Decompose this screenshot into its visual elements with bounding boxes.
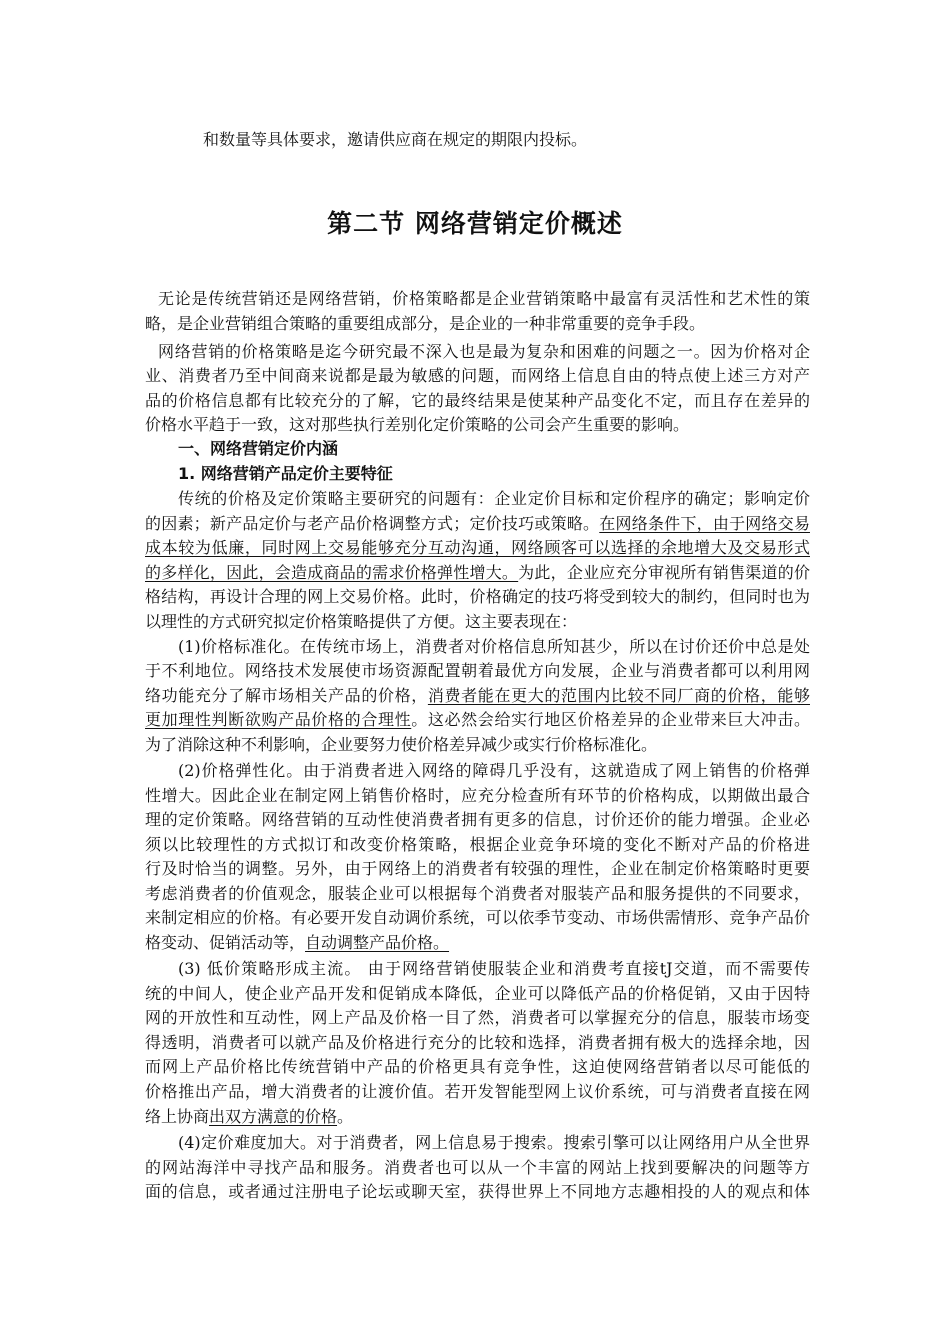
- para3-line: 的因素；新产品定价与老产品价格调整方式；定价技巧或策略。在网络条件下，由于网络交易: [145, 514, 810, 533]
- item3-line: 价格推出产品，增大消费者的让渡价值。若开发智能型网上议价系统，可与消费者直接在网: [145, 1082, 810, 1101]
- heading-level1: 一、网络营销定价内涵: [178, 439, 339, 458]
- item3-line: 网的开放性和互动性，网上产品及价格一目了然，消费者可以掌握充分的信息，服装市场变: [145, 1008, 810, 1027]
- para3-line: 传统的价格及定价策略主要研究的问题有：企业定价目标和定价程序的确定；影响定价: [178, 489, 810, 508]
- para2-line: 业、消费者乃至中间商来说都是最为敏感的问题，而网络上信息自由的特点使上述三方对产: [145, 366, 810, 385]
- item3-line: 络上协商出双方满意的价格。: [145, 1107, 354, 1126]
- section-title: 第二节 网络营销定价概述: [327, 209, 623, 238]
- continuation-line: 和数量等具体要求，邀请供应商在规定的期限内投标。: [203, 130, 588, 149]
- para3-line: 以理性的方式研究拟定价格策略提供了方便。这主要表现在：: [145, 612, 578, 631]
- underlined-text: 成本较为低廉，同时网上交易能够充分互动沟通，网络顾客可以选择的余地增大及交易形式: [145, 538, 810, 557]
- item4-line: 面的信息，或者通过注册电子论坛或聊天室，获得世界上不同地方志趣相投的人的观点和体: [145, 1182, 810, 1201]
- item2-line: 格变动、促销活动等，自动调整产品价格。: [145, 933, 450, 952]
- item3-line: 统的中间人，使企业产品开发和促销成本降低，企业可以降低产品的价格促销，又由于因特: [145, 984, 810, 1003]
- para3-line: 格结构，再设计合理的网上交易价格。此时，价格确定的技巧将受到较大的制约，但同时也为: [145, 587, 810, 606]
- para2-line: 价格水平趋于一致，这对那些执行差别化定价策略的公司会产生重要的影响。: [145, 415, 690, 434]
- item2-line: 行及时恰当的调整。另外，由于网络上的消费者有较强的理性，企业在制定价格策略时更要: [145, 859, 810, 878]
- item2-line: 须以比较理性的方式拟订和改变价格策略，根据企业竞争环境的变化不断对产品的价格进: [145, 835, 810, 854]
- para1-line: 略，是企业营销组合策略的重要组成部分，是企业的一种非常重要的竞争手段。: [145, 314, 706, 333]
- para2-line: 网络营销的价格策略是迄今研究最不深入也是最为复杂和困难的问题之一。因为价格对企: [158, 342, 810, 361]
- item2-line: 理的定价策略。网络营销的互动性使消费者拥有更多的信息，讨价还价的能力增强。企业必: [145, 810, 810, 829]
- item1-line: 于不利地位。网络技术发展使市场资源配置朝着最优方向发展，企业与消费者都可以利用网: [145, 661, 810, 680]
- item3-line: 得透明，消费者可以就产品及价格进行充分的比较和选择，消费者拥有极大的选择余地，因: [145, 1033, 810, 1052]
- para3-line: [145, 536, 810, 560]
- underlined-text: 更加理性判断欲购产品价格的合理性: [145, 710, 412, 729]
- item2-line: (2)价格弹性化。由于消费者进入网络的障碍几乎没有，这就造成了网上销售的价格弹: [178, 761, 810, 780]
- item1-line: 络功能充分了解市场相关产品的价格，消费者能在更大的范围内比较不同厂商的价格，能够: [145, 686, 810, 705]
- item3-line: (3) 低价策略形成主流。 由于网络营销使服装企业和消费考直接tJ交道，而不需要传: [178, 959, 810, 978]
- item1-line: (1)价格标准化。在传统市场上，消费者对价格信息所知甚少，所以在讨价还价中总是处: [178, 637, 810, 656]
- para2-line: 品的价格信息都有比较充分的了解，它的最终结果是使某种产品变化不定，而且存在差异的: [145, 391, 810, 410]
- underlined-text: 的多样化，因此，会造成商品的需求价格弹性增大。: [145, 563, 519, 582]
- para1-line: 无论是传统营销还是网络营销，价格策略都是企业营销策略中最富有灵活性和艺术性的策: [158, 289, 810, 308]
- underlined-text: 出双方满意的价格: [209, 1107, 338, 1126]
- item2-line: 来制定相应的价格。有必要开发自动调价系统，可以依季节变动、市场供需情形、竞争产品价: [145, 908, 810, 927]
- item1-line: 更加理性判断欲购产品价格的合理性。这必然会给实行地区价格差异的企业带来巨大冲击。: [145, 710, 810, 729]
- para3-line: 的多样化，因此，会造成商品的需求价格弹性增大。为此，企业应充分审视所有销售渠道的价: [145, 563, 810, 582]
- item1-line: 为了消除这种不利影响，企业要努力使价格差异减少或实行价格标准化。: [145, 735, 658, 754]
- heading-level2: 1. 网络营销产品定价主要特征: [178, 464, 393, 483]
- item3-line: 而网上产品价格比传统营销中产品的价格更具有竞争性，这迫使网络营销者以尽可能低的: [145, 1057, 810, 1076]
- underlined-text: 消费者能在更大的范围内比较不同厂商的价格，能够: [427, 686, 810, 705]
- item4-line: 的网站海洋中寻找产品和服务。消费者也可以从一个丰富的网站上找到要解决的问题等方: [145, 1158, 810, 1177]
- underlined-text: 自动调整产品价格。: [305, 933, 450, 952]
- item2-line: 性增大。因此企业在制定网上销售价格时，应充分检查所有环节的价格构成，以期做出最合: [145, 786, 810, 805]
- item2-line: 考虑消费者的价值观念，服装企业可以根据每个消费者对服装产品和服务提供的不同要求，: [145, 884, 810, 903]
- underlined-text: 在网络条件下，由于网络交易: [599, 514, 810, 533]
- item4-line: (4)定价难度加大。对于消费者，网上信息易于搜索。搜索引擎可以让网络用户从全世界: [178, 1133, 810, 1152]
